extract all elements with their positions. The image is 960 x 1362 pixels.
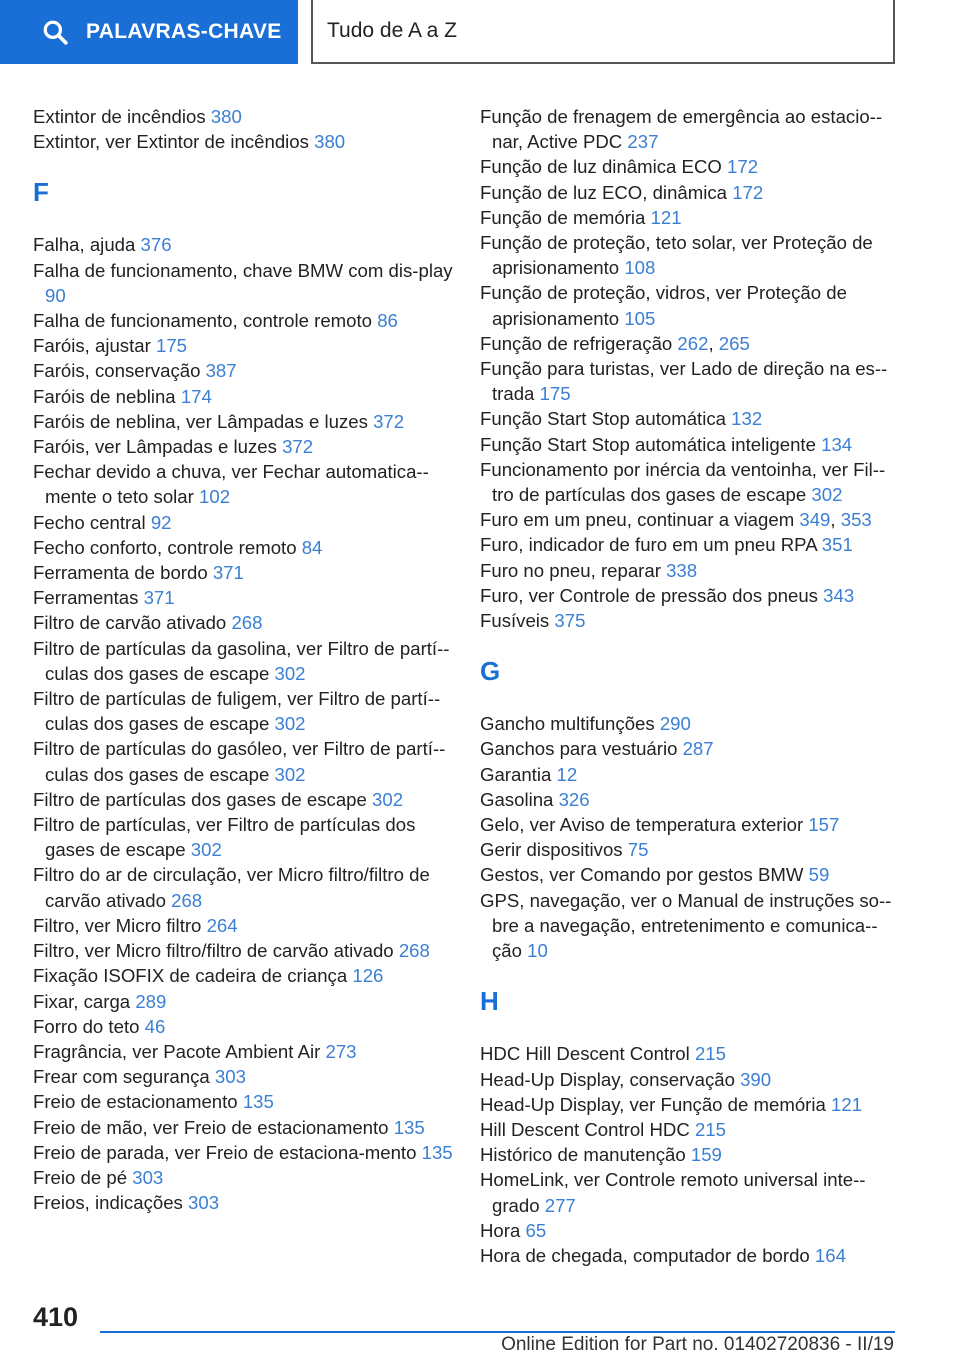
page-link[interactable]: 268: [231, 612, 263, 634]
index-entry-text: Filtro, ver Micro filtro: [33, 914, 202, 936]
index-entry-text: Frear com segurança: [33, 1066, 210, 1088]
index-entry-text: HDC Hill Descent Control: [480, 1043, 690, 1065]
index-entry: [33, 1115, 453, 1140]
index-entry: [480, 558, 900, 583]
page-link[interactable]: 353: [840, 509, 872, 531]
index-entry: [33, 1190, 453, 1215]
index-entry: [33, 129, 453, 154]
index-entry: [480, 1041, 900, 1066]
index-entry-text: Hill Descent Control HDC: [480, 1118, 690, 1140]
section-letter: F: [33, 177, 49, 208]
page-link[interactable]: 372: [373, 410, 405, 432]
index-entry: [480, 583, 900, 608]
index-entry-text: Função de proteção, teto solar, ver Proteção de aprisionamento: [480, 232, 873, 279]
index-column-left: [33, 104, 453, 1215]
index-entry-text: Furo, ver Controle de pressão dos pneus: [480, 584, 818, 606]
page-link[interactable]: 372: [282, 436, 314, 458]
page-link[interactable]: 65: [525, 1219, 547, 1241]
index-entry-text: Faróis de neblina, ver Lâmpadas e luzes: [33, 410, 368, 432]
page-link[interactable]: 102: [199, 486, 231, 508]
index-entry: [33, 409, 453, 434]
index-entry: [33, 1165, 453, 1190]
index-entry: [33, 535, 453, 560]
index-entry: [480, 104, 900, 154]
index-entry: [33, 358, 453, 383]
page-link[interactable]: 86: [377, 310, 398, 332]
index-entry: [480, 1092, 900, 1117]
index-entry-text: Fragrância, ver Pacote Ambient Air: [33, 1040, 321, 1062]
index-entry-text: Hora: [480, 1219, 521, 1241]
index-entry: [33, 862, 453, 912]
index-entry-text: GPS, navegação, ver o Manual de instruções so-bre a navegação, entretenimento e comunica-ção: [480, 889, 892, 962]
page-link[interactable]: 175: [155, 335, 188, 357]
index-entry: [480, 205, 900, 230]
index-entry-text: Ferramenta de bordo: [33, 562, 208, 584]
index-entry: Furo em um pneu, continuar a viagem 349, 353: [480, 509, 872, 531]
index-entry: [480, 356, 900, 406]
page-link[interactable]: 157: [808, 814, 840, 836]
index-entry-text: Hora de chegada, computador de bordo: [480, 1244, 810, 1266]
index-entry: [480, 180, 900, 205]
index-entry-text: Fusíveis: [480, 610, 550, 632]
index-entry-text: Freio de mão, ver Freio de estacionamento: [33, 1116, 389, 1138]
page-link[interactable]: 159: [690, 1144, 722, 1166]
section-letter: H: [480, 986, 499, 1017]
index-entry-text: Filtro do ar de circulação, ver Micro filtro/filtro de carvão ativado: [33, 864, 430, 911]
index-entry: [33, 585, 453, 610]
index-entry: [480, 432, 900, 457]
index-entry: [480, 1142, 900, 1167]
page-link[interactable]: 273: [325, 1040, 357, 1062]
index-column-right: [480, 104, 900, 1268]
index-entry: [33, 686, 453, 736]
page-link[interactable]: 387: [205, 360, 237, 382]
index-entry-text: Falha, ajuda: [33, 234, 136, 256]
search-icon: [42, 19, 68, 45]
page-number: 410: [33, 1302, 79, 1332]
index-entry-text: Furo no pneu, reparar: [480, 559, 661, 581]
index-entry-text: Head-Up Display, ver Função de memória: [480, 1093, 826, 1115]
index-entry: [480, 154, 900, 179]
index-entry-text: Função de luz dinâmica ECO: [480, 156, 722, 178]
page-link[interactable]: 349: [799, 509, 831, 531]
keywords-button[interactable]: [0, 0, 298, 64]
index-entry: [480, 736, 900, 761]
index-entry-text: Extintor, ver Extintor de incêndios: [33, 131, 309, 153]
page-link[interactable]: 135: [242, 1091, 274, 1113]
index-entry: [480, 1218, 900, 1243]
page-link[interactable]: 237: [627, 131, 659, 153]
index-entry-text: Função para turistas, ver Lado de direção na es-trada: [480, 358, 888, 405]
index-entry-text: Head-Up Display, conservação: [480, 1068, 735, 1090]
page-link[interactable]: 59: [808, 864, 830, 886]
page-link[interactable]: 375: [554, 610, 586, 632]
top-bar: [0, 0, 960, 66]
index-entry-text: Fixação ISOFIX de cadeira de criança: [33, 965, 348, 987]
index-entry: [33, 308, 453, 333]
index-entry: [33, 913, 453, 938]
index-entry: [33, 787, 453, 812]
index-entry: [33, 1089, 453, 1114]
index-entry: [480, 532, 900, 557]
index-entry-text: Falha de funcionamento, controle remoto: [33, 310, 373, 332]
page-link[interactable]: 302: [274, 713, 306, 735]
index-entry: [33, 258, 453, 308]
footer-edition: Online Edition for Part no. 01402720836 - II/19: [501, 1334, 894, 1355]
index-entry-text: Gelo, ver Aviso de temperatura exterior: [480, 814, 804, 836]
page-link[interactable]: 265: [718, 332, 750, 354]
page-link[interactable]: 289: [135, 990, 167, 1012]
page-link[interactable]: 46: [144, 1015, 166, 1037]
index-entry: [480, 787, 900, 812]
index-entry-text: Função de refrigeração: [480, 332, 673, 354]
index-entry-text: Histórico de manutenção: [480, 1144, 686, 1166]
page-link[interactable]: 121: [831, 1093, 863, 1115]
index-entry: [480, 608, 900, 633]
page-link[interactable]: 84: [301, 536, 323, 558]
index-entry-text: Freio de parada, ver Freio de estaciona-mento: [33, 1141, 417, 1163]
page-link[interactable]: 287: [682, 738, 714, 760]
page-link[interactable]: 290: [659, 713, 691, 735]
index-entry-text: Fixar, carga: [33, 990, 131, 1012]
index-entry: [33, 989, 453, 1014]
index-entry-text: Filtro de partículas do gasóleo, ver Filtro de partí-culas dos gases de escape: [33, 738, 446, 785]
index-entry-text: HomeLink, ver Controle remoto universal inte-grado: [480, 1169, 866, 1216]
index-entry: [480, 762, 900, 787]
index-entry-text: Garantia: [480, 763, 552, 785]
index-entry-text: Freio de pé: [33, 1166, 128, 1188]
index-entry-text: Faróis de neblina: [33, 385, 176, 407]
page-link[interactable]: 172: [727, 156, 759, 178]
index-entry: [33, 636, 453, 686]
page-link[interactable]: 371: [143, 587, 175, 609]
page-link[interactable]: 303: [132, 1166, 164, 1188]
page-link[interactable]: 268: [398, 940, 430, 962]
page-link[interactable]: 343: [823, 584, 855, 606]
page-link[interactable]: 302: [274, 763, 306, 785]
index-entry: [33, 560, 453, 585]
index-entry: [33, 938, 453, 963]
page-link[interactable]: 371: [212, 562, 244, 584]
page-link[interactable]: 132: [731, 408, 763, 430]
index-entry-text: Função Start Stop automática inteligente: [480, 433, 816, 455]
page-link[interactable]: 92: [150, 511, 172, 533]
page-link[interactable]: 262: [677, 332, 709, 354]
index-entry: [33, 510, 453, 535]
page-link[interactable]: 303: [214, 1066, 246, 1088]
index-entry: [480, 230, 900, 280]
index-entry: [480, 862, 900, 887]
index-entry: [33, 736, 453, 786]
page-link[interactable]: 174: [180, 385, 212, 407]
index-entry: [33, 333, 453, 358]
index-entry-text: Fecho central: [33, 511, 146, 533]
index-entry: [33, 610, 453, 635]
page-link[interactable]: 134: [821, 433, 853, 455]
page-link[interactable]: 302: [190, 839, 222, 861]
index-entry-text: Função de luz ECO, dinâmica: [480, 181, 728, 203]
page-link[interactable]: 105: [624, 307, 656, 329]
index-entry: [33, 384, 453, 409]
index-entry-text: Falha de funcionamento, chave BMW com dis-play: [33, 259, 453, 281]
page-link[interactable]: 351: [821, 534, 853, 556]
page-link[interactable]: 12: [556, 763, 578, 785]
page-link[interactable]: 121: [650, 206, 682, 228]
index-entry: [480, 1067, 900, 1092]
index-entry: [480, 280, 900, 330]
index-entry: [480, 888, 900, 964]
index-entry-text: Ferramentas: [33, 587, 139, 609]
index-entry: [33, 963, 453, 988]
index-entry: [33, 459, 453, 509]
index-entry-text: Fechar devido a chuva, ver Fechar automatica-mente o teto solar: [33, 461, 429, 508]
page-link[interactable]: 380: [210, 106, 242, 127]
footer-divider: [100, 1331, 895, 1333]
page-link[interactable]: 172: [732, 181, 764, 203]
index-entry-text: Faróis, ajustar: [33, 335, 151, 357]
index-entry-text: Gasolina: [480, 788, 554, 810]
page-link[interactable]: 215: [694, 1043, 726, 1065]
index-entry-text: Filtro de partículas dos gases de escape: [33, 788, 367, 810]
index-entry: [480, 711, 900, 736]
tab-label: Tudo de A a Z: [327, 19, 457, 42]
keywords-label: PALAVRAS-CHAVE: [86, 20, 282, 43]
index-entry-text: Extintor de incêndios: [33, 106, 206, 127]
index-entry: [33, 1014, 453, 1039]
index-entry-text: Furo, indicador de furo em um pneu RPA: [480, 534, 817, 556]
page-link[interactable]: 302: [811, 484, 843, 506]
page-link[interactable]: 390: [740, 1068, 772, 1090]
index-entry: [480, 812, 900, 837]
page-link[interactable]: 302: [372, 788, 404, 810]
page-link[interactable]: 175: [539, 383, 571, 405]
index-entry-text: Freio de estacionamento: [33, 1091, 238, 1113]
index-entry: Função de refrigeração 262, 265: [480, 332, 750, 354]
index-entry-text: Fecho conforto, controle remoto: [33, 536, 297, 558]
index-entry: [33, 1039, 453, 1064]
tab-all-a-z[interactable]: [311, 0, 895, 64]
index-entry: [480, 1117, 900, 1142]
page-link[interactable]: 326: [558, 788, 590, 810]
index-entry: [480, 457, 900, 507]
index-entry: [480, 1167, 900, 1217]
index-entry: [33, 812, 453, 862]
index-entry-text: Filtro de partículas de fuligem, ver Filtro de partí-culas dos gases de escape: [33, 688, 441, 735]
page-link[interactable]: 164: [814, 1244, 846, 1266]
page-link[interactable]: 215: [694, 1118, 726, 1140]
index-entry-text: Filtro de partículas da gasolina, ver Filtro de partí-culas dos gases de escape: [33, 637, 450, 684]
page-link[interactable]: 303: [188, 1192, 220, 1214]
index-entry-text: Freios, indicações: [33, 1192, 183, 1214]
page-link[interactable]: 277: [544, 1194, 576, 1216]
index-entry-text: Função Start Stop automática: [480, 408, 726, 430]
index-entry-text: Funcionamento por inércia da ventoinha, ver Fil-tro de partículas dos gases de escape: [480, 458, 886, 506]
index-entry: [33, 232, 453, 257]
section-letter: G: [480, 656, 501, 687]
index-entry: [33, 1064, 453, 1089]
index-entry-text: Filtro de carvão ativado: [33, 612, 227, 634]
index-entry-text: Furo em um pneu, continuar a viagem: [480, 509, 795, 531]
page-link[interactable]: 90: [45, 284, 66, 306]
index-entry-text: Faróis, conservação: [33, 360, 201, 382]
page-link[interactable]: 268: [171, 889, 203, 911]
page-link[interactable]: 380: [314, 131, 346, 153]
index-entry: [33, 1140, 453, 1165]
page-link[interactable]: 338: [666, 559, 698, 581]
page-link[interactable]: 108: [624, 257, 656, 279]
page-link[interactable]: 264: [206, 914, 238, 936]
page-link[interactable]: 135: [421, 1141, 453, 1163]
index-entry-text: Gestos, ver Comando por gestos BMW: [480, 864, 804, 886]
index-entry: [480, 406, 900, 431]
index-entry-text: Função de frenagem de emergência ao estacio-nar, Active PDC: [480, 106, 883, 153]
index-entry-text: Ganchos para vestuário: [480, 738, 678, 760]
index-entry-text: Forro do teto: [33, 1015, 140, 1037]
index-entry: [33, 104, 453, 129]
index-entry-text: Filtro de partículas, ver Filtro de partículas dos gases de escape: [33, 814, 416, 861]
index-entry-text: Função de memória: [480, 206, 646, 228]
index-entry: [480, 837, 900, 862]
page-link[interactable]: 302: [274, 662, 306, 684]
page-link[interactable]: 135: [393, 1116, 425, 1138]
page-link[interactable]: 10: [527, 940, 548, 962]
page-link[interactable]: 126: [352, 965, 384, 987]
index-entry: [480, 1243, 900, 1268]
index-entry-text: Gancho multifunções: [480, 713, 655, 735]
page-link[interactable]: 376: [140, 234, 172, 256]
index-entry: [33, 434, 453, 459]
index-entry-text: Faróis, ver Lâmpadas e luzes: [33, 436, 277, 458]
index-entry-text: Gerir dispositivos: [480, 839, 623, 861]
page-link[interactable]: 75: [627, 839, 649, 861]
index-entry-text: Função de proteção, vidros, ver Proteção de aprisionamento: [480, 282, 847, 329]
index-entry-text: Filtro, ver Micro filtro/filtro de carvão ativado: [33, 940, 394, 962]
